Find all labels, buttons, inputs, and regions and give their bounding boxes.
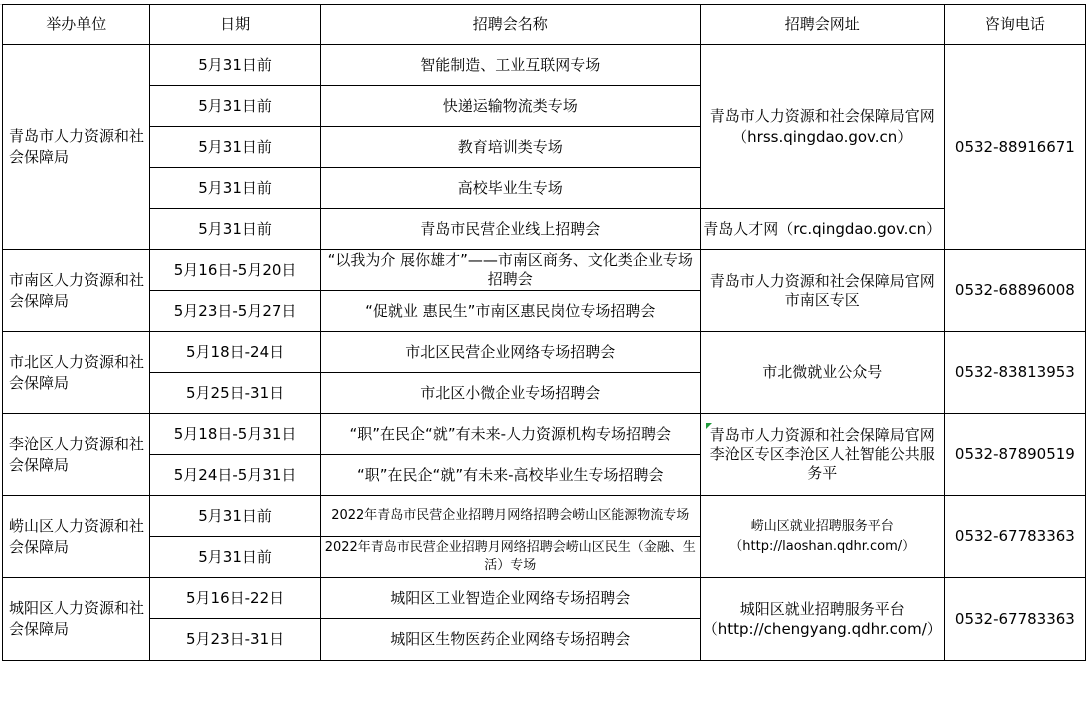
header-phone[interactable]: 咨询电话 [944, 5, 1085, 45]
fair-name-cell[interactable]: 市北区民营企业网络专场招聘会 [320, 332, 700, 373]
fair-name-cell[interactable]: “促就业 惠民生”市南区惠民岗位专场招聘会 [320, 291, 700, 332]
date-cell[interactable]: 5月31日前 [150, 537, 320, 578]
table-row [3, 332, 1086, 373]
phone-cell[interactable]: 0532-83813953 [944, 332, 1085, 414]
table-row [3, 250, 1086, 291]
date-cell[interactable]: 5月31日前 [150, 127, 320, 168]
table-row [3, 414, 1086, 455]
phone-cell[interactable]: 0532-88916671 [944, 45, 1085, 250]
fair-name-cell[interactable]: 城阳区生物医药企业网络专场招聘会 [320, 619, 700, 661]
date-cell[interactable]: 5月31日前 [150, 45, 320, 86]
date-cell[interactable]: 5月16日-5月20日 [150, 250, 320, 291]
table-row [3, 496, 1086, 537]
table-row [3, 578, 1086, 619]
job-fair-table [2, 4, 1086, 661]
fair-name-cell[interactable]: 青岛市民营企业线上招聘会 [320, 209, 700, 250]
website-cell[interactable]: 崂山区就业招聘服务平台（http://laoshan.qdhr.com/） [700, 496, 944, 578]
website-cell[interactable]: 城阳区就业招聘服务平台（http://chengyang.qdhr.com/） [700, 578, 944, 661]
phone-cell[interactable]: 0532-87890519 [944, 414, 1085, 496]
header-row [3, 5, 1086, 45]
fair-name-cell[interactable]: 教育培训类专场 [320, 127, 700, 168]
table-row [3, 45, 1086, 86]
website-cell[interactable]: 青岛市人力资源和社会保障局官网（hrss.qingdao.gov.cn） [700, 45, 944, 209]
fair-name-cell[interactable]: 快递运输物流类专场 [320, 86, 700, 127]
header-fair-name[interactable]: 招聘会名称 [320, 5, 700, 45]
website-cell[interactable]: 青岛人才网（rc.qingdao.gov.cn） [700, 209, 944, 250]
date-cell[interactable]: 5月31日前 [150, 209, 320, 250]
date-cell[interactable]: 5月31日前 [150, 86, 320, 127]
date-cell[interactable]: 5月31日前 [150, 168, 320, 209]
org-cell[interactable]: 市北区人力资源和社会保障局 [3, 332, 150, 414]
date-cell[interactable]: 5月18日-24日 [150, 332, 320, 373]
fair-name-cell[interactable]: 城阳区工业智造企业网络专场招聘会 [320, 578, 700, 619]
date-cell[interactable]: 5月23日-5月27日 [150, 291, 320, 332]
website-cell[interactable]: 青岛市人力资源和社会保障局官网李沧区专区李沧区人社智能公共服务平 [700, 414, 944, 496]
fair-name-cell[interactable]: 高校毕业生专场 [320, 168, 700, 209]
cell-comment-indicator [706, 423, 712, 429]
date-cell[interactable]: 5月31日前 [150, 496, 320, 537]
phone-cell[interactable]: 0532-67783363 [944, 578, 1085, 661]
org-cell[interactable]: 崂山区人力资源和社会保障局 [3, 496, 150, 578]
fair-name-cell[interactable]: “职”在民企“就”有未来-人力资源机构专场招聘会 [320, 414, 700, 455]
org-cell[interactable]: 城阳区人力资源和社会保障局 [3, 578, 150, 661]
website-cell[interactable]: 市北微就业公众号 [700, 332, 944, 414]
fair-name-cell[interactable]: 市北区小微企业专场招聘会 [320, 373, 700, 414]
table-row [3, 209, 1086, 250]
header-website[interactable]: 招聘会网址 [700, 5, 944, 45]
fair-name-cell[interactable]: 2022年青岛市民营企业招聘月网络招聘会崂山区民生（金融、生活）专场 [320, 537, 700, 578]
date-cell[interactable]: 5月18日-5月31日 [150, 414, 320, 455]
date-cell[interactable]: 5月25日-31日 [150, 373, 320, 414]
org-cell[interactable]: 李沧区人力资源和社会保障局 [3, 414, 150, 496]
website-cell[interactable]: 青岛市人力资源和社会保障局官网市南区专区 [700, 250, 944, 332]
org-cell[interactable]: 青岛市人力资源和社会保障局 [3, 45, 150, 250]
fair-name-cell[interactable]: 智能制造、工业互联网专场 [320, 45, 700, 86]
header-org[interactable]: 举办单位 [3, 5, 150, 45]
phone-cell[interactable]: 0532-68896008 [944, 250, 1085, 332]
org-cell[interactable]: 市南区人力资源和社会保障局 [3, 250, 150, 332]
date-cell[interactable]: 5月24日-5月31日 [150, 455, 320, 496]
fair-name-cell[interactable]: 2022年青岛市民营企业招聘月网络招聘会崂山区能源物流专场 [320, 496, 700, 537]
fair-name-cell[interactable]: “职”在民企“就”有未来-高校毕业生专场招聘会 [320, 455, 700, 496]
fair-name-cell[interactable]: “以我为介 展你雄才”——市南区商务、文化类企业专场招聘会 [320, 250, 700, 291]
header-date[interactable]: 日期 [150, 5, 320, 45]
phone-cell[interactable]: 0532-67783363 [944, 496, 1085, 578]
date-cell[interactable]: 5月16日-22日 [150, 578, 320, 619]
date-cell[interactable]: 5月23日-31日 [150, 619, 320, 661]
